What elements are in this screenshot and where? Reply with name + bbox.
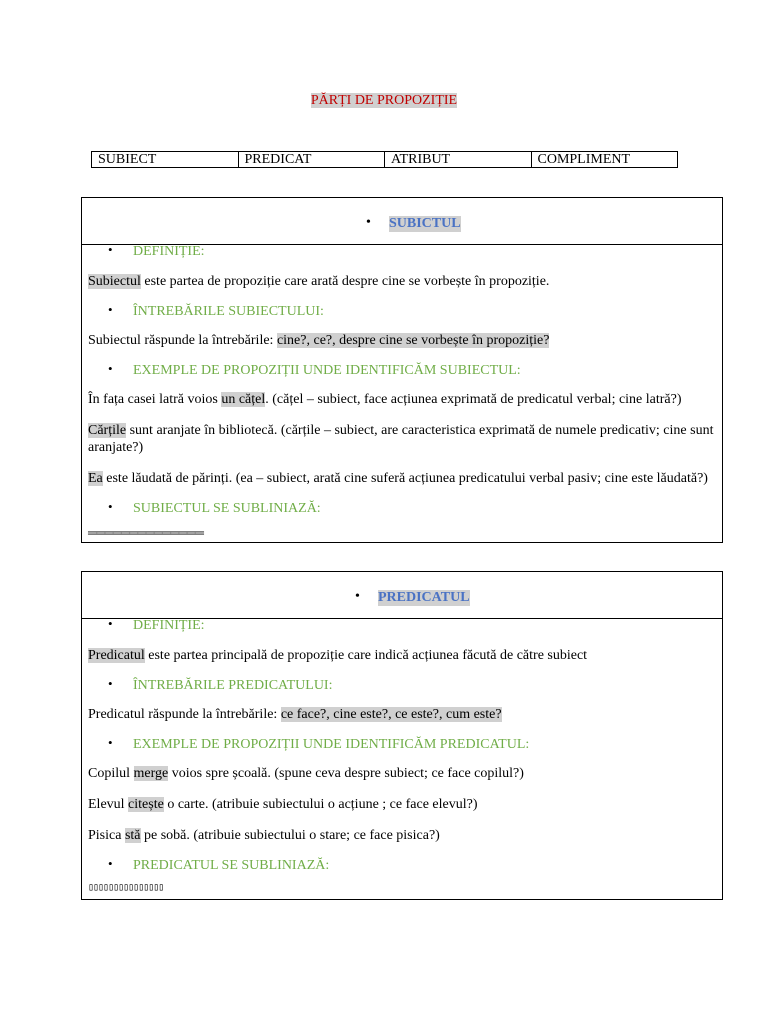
section-label: • EXEMPLE DE PROPOZIȚII UNDE IDENTIFICĂM SUBIECTUL: [108, 361, 521, 378]
bullet-icon: • [108, 735, 113, 750]
subject-box [81, 197, 723, 543]
example-sentence: Elevul citește o carte. (atribuie subiectului o acțiune ; ce face elevul?) [88, 797, 478, 812]
section-label: • PREDICATUL SE SUBLINIAZĂ: [108, 856, 330, 873]
table-row [92, 152, 678, 168]
table-cell: PREDICAT [238, 152, 385, 168]
predicate-box [81, 571, 723, 900]
double-underline-mark: ══════════════ [88, 525, 203, 540]
section-label: • EXEMPLE DE PROPOZIȚII UNDE IDENTIFICĂM PREDICATUL: [108, 735, 530, 752]
bullet-icon: • [355, 589, 360, 604]
page-title: PĂRȚI DE PROPOZIȚIE [310, 93, 458, 108]
example-sentence: Ea este lăudată de părinți. (ea – subiect, arată cine suferă acțiunea predicatului verbal pasiv; cine este lăudată?) [88, 471, 708, 486]
table-cell: ATRIBUT [385, 152, 532, 168]
bullet-icon: • [108, 242, 113, 257]
parts-table [91, 151, 678, 168]
questions-text: Subiectul răspunde la întrebările: cine?, ce?, despre cine se vorbește în propoziție? [88, 333, 550, 348]
wavy-underline-mark: ▯▯▯▯▯▯▯▯▯▯▯▯▯▯▯ [88, 882, 164, 893]
section-label: • SUBIECTUL SE SUBLINIAZĂ: [108, 499, 321, 516]
bullet-icon: • [108, 302, 113, 317]
bullet-icon: • [108, 856, 113, 871]
bullet-icon: • [108, 616, 113, 631]
definition-text: Subiectul este partea de propoziție care arată despre cine se vorbește în propoziție. [88, 274, 550, 289]
section-label: • DEFINIȚIE: [108, 616, 205, 633]
definition-text: Predicatul este partea principală de propoziție care indică acțiunea făcută de către subiect [88, 648, 588, 663]
section-label: • ÎNTREBĂRILE SUBIECTULUI: [108, 302, 324, 319]
bullet-icon: • [108, 499, 113, 514]
bullet-icon: • [108, 361, 113, 376]
bullet-icon: • [108, 676, 113, 691]
predicate-heading-text: PREDICATUL [378, 590, 470, 605]
example-sentence: Cărțile sunt aranjate în bibliotecă. (cărțile – subiect, are caracteristica exprimată de numele predicativ; cine sunt aranjate?) [88, 423, 714, 455]
predicate-heading [82, 572, 722, 619]
example-sentence: Pisica stă pe sobă. (atribuie subiectului o stare; ce face pisica?) [88, 828, 440, 843]
table-cell: SUBIECT [92, 152, 239, 168]
bullet-icon: • [366, 215, 371, 230]
questions-text: Predicatul răspunde la întrebările: ce face?, cine este?, ce este?, cum este? [88, 707, 502, 722]
section-label: • DEFINIȚIE: [108, 242, 205, 259]
table-cell: COMPLIMENT [531, 152, 678, 168]
example-sentence: În fața casei latră voios un cățel. (cățel – subiect, face acțiunea exprimată de predicatul verbal; cine latră?) [88, 392, 682, 407]
section-label: • ÎNTREBĂRILE PREDICATULUI: [108, 676, 333, 693]
subject-heading-text: SUBICTUL [389, 216, 461, 231]
subject-heading [82, 198, 722, 245]
example-sentence: Copilul merge voios spre școală. (spune ceva despre subiect; ce face copilul?) [88, 766, 524, 781]
